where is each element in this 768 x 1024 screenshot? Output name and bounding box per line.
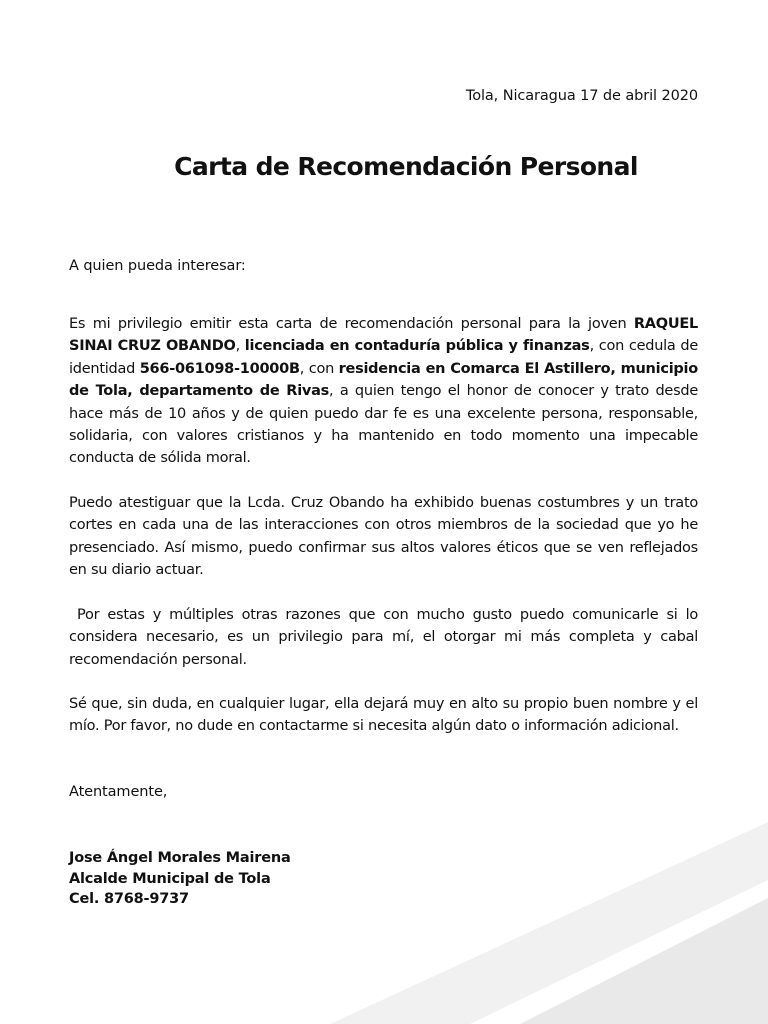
p1-text-5: , a quien tengo el honor de conocer y trato desde hace más de 10 años y de quien puedo dar fe es una excelente persona, responsable, solidaria, con valores cristianos y ha mantenido en todo momento una impecable conducta de sólida moral.: [69, 383, 698, 467]
candidate-name: RAQUEL SINAI CRUZ OBANDO: [69, 316, 698, 355]
corner-stripe-1: [330, 822, 768, 1024]
signature-block: [69, 848, 291, 910]
p1-text-4: , con: [299, 360, 339, 377]
p1-text-3: , con cedula de identidad: [69, 338, 699, 377]
p1-text-2: ,: [235, 338, 245, 355]
paragraph-conduct: Puedo atestiguar que la Lcda. Cruz Obando ha exhibido buenas costumbres y un trato cortes en cada una de las interacciones con otros miembros de la sociedad que yo he presenciado. Así mismo, puedo confirmar sus altos valores éticos que se ven reflejados en su diario actuar.: [69, 495, 698, 579]
p1-text-1: Es mi privilegio emitir esta carta de recomendación personal para la joven: [69, 316, 634, 332]
candidate-residence: residencia en Comarca El Astillero, municipio de Tola, departamento de Rivas: [69, 360, 698, 400]
signer-phone: Cel. 8768-9737: [69, 891, 189, 907]
paragraph-recommendation: [69, 313, 698, 470]
letter-date: Tola, Nicaragua 17 de abril 2020: [465, 88, 698, 104]
signer-name: Jose Ángel Morales Mairena: [69, 850, 291, 866]
letter-closing: Atentamente,: [69, 784, 168, 800]
candidate-degree: licenciada en contaduría pública y finanzas: [244, 338, 590, 355]
letter-greeting: A quien pueda interesar:: [69, 258, 246, 274]
candidate-id-number: 566-061098-10000B: [139, 360, 300, 377]
letter-title: Carta de Recomendación Personal: [174, 152, 638, 181]
paragraph-contact: Sé que, sin duda, en cualquier lugar, ella dejará muy en alto su propio buen nombre y el mío. Por favor, no dude en contactarme si necesita algún dato o información adicional.: [69, 696, 698, 735]
corner-stripe-2: [520, 898, 768, 1024]
signer-position: Alcalde Municipal de Tola: [69, 870, 271, 887]
paragraph-reasons: Por estas y múltiples otras razones que con mucho gusto puedo comunicarle si lo considera necesario, es un privilegio para mí, el otorgar mi más completa y cabal recomendación personal.: [69, 607, 698, 668]
